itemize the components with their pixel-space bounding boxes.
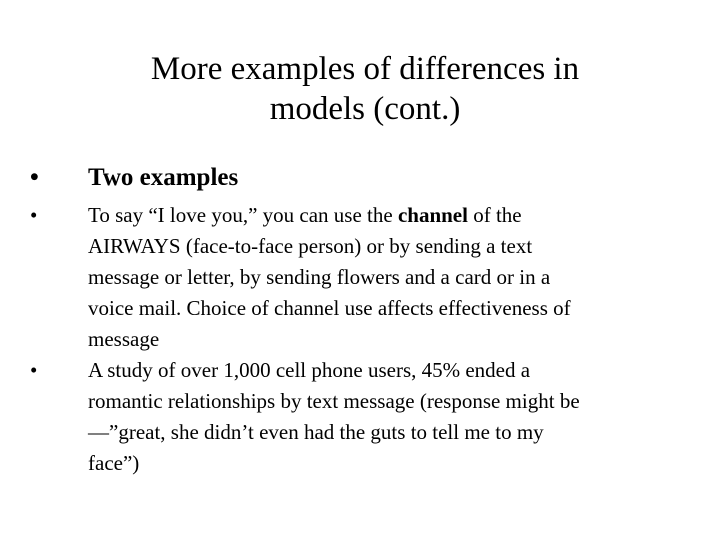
heading-text: Two examples <box>88 164 239 191</box>
bullet-bold-term: channel <box>397 203 468 227</box>
bullet-line: voice mail. Choice of channel use affects effectiveness of <box>88 296 571 320</box>
bullet-text <box>88 355 680 479</box>
bullet-glyph: • <box>30 203 38 227</box>
bullet-line: message <box>88 327 160 351</box>
bullet-line: romantic relationships by text message (response might be <box>88 389 580 413</box>
bullet-line: face”) <box>88 451 140 475</box>
slide-title-line-2: models (cont.) <box>269 91 461 127</box>
bullet-line: message or letter, by sending flowers and a card or in a <box>88 265 551 289</box>
bullet-line <box>88 200 680 231</box>
bullet-line: —”great, she didn’t even had the guts to tell me to my <box>88 420 544 444</box>
heading-bullet <box>30 160 670 196</box>
bullet-item-channel <box>30 200 680 355</box>
slide-title <box>60 49 670 129</box>
bullet-text <box>88 200 680 355</box>
bullet-line: AIRWAYS (face-to-face person) or by sending a text <box>88 234 533 258</box>
bullet-line-segment: To say “I love you,” you can use the <box>88 203 398 227</box>
bullet-glyph: • <box>30 164 39 191</box>
bullet-glyph: • <box>30 358 38 382</box>
bullet-line-segment: of the <box>467 203 522 227</box>
bullet-list <box>30 200 680 479</box>
bullet-line: A study of over 1,000 cell phone users, 45% ended a <box>88 358 531 382</box>
bullet-item-study <box>30 355 680 479</box>
slide-title-line-1: More examples of differences in <box>150 51 580 87</box>
